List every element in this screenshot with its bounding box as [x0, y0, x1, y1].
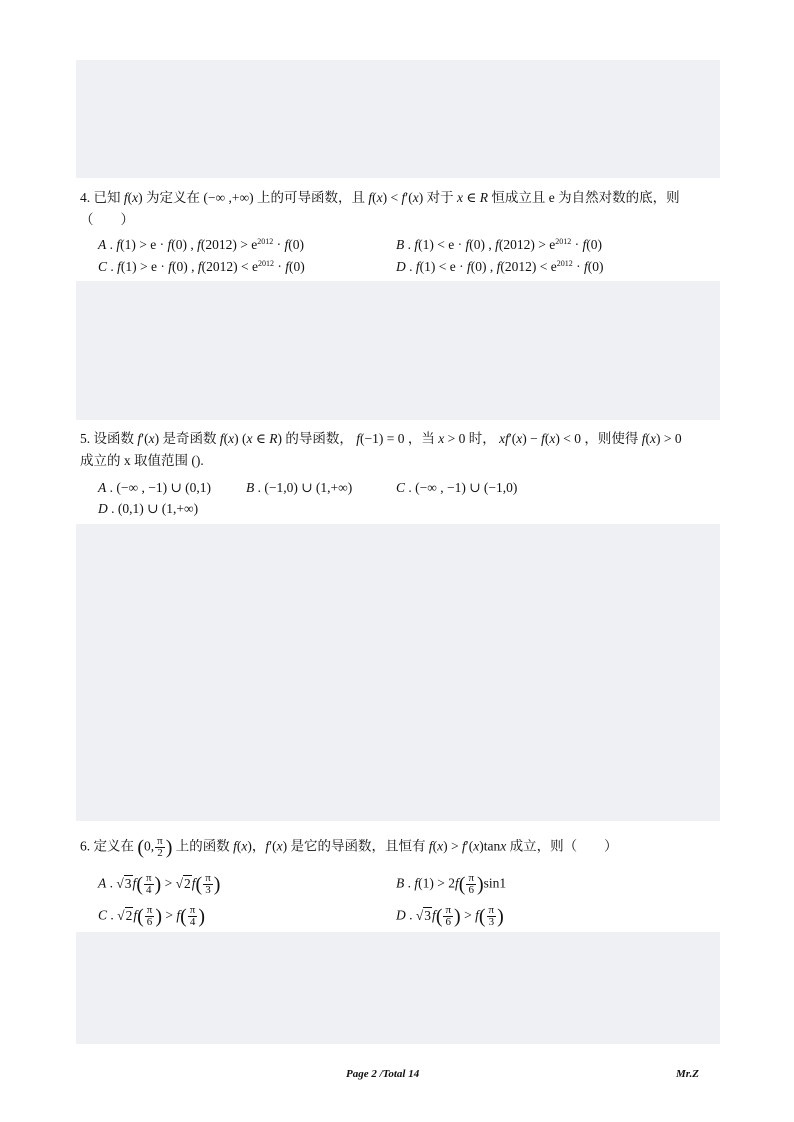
question-4-option-d: D . f(1) < e · f(0) , $f(2012) < e^{2012} \cdot f(0)$ [396, 259, 604, 274]
author: Mr.Z [676, 1068, 699, 1080]
question-4-bracket: （ ） [80, 212, 134, 227]
answer-area-4 [76, 932, 720, 1044]
question-5-option-b: B . (−1,0) ∪ (1,+∞) [246, 480, 353, 495]
question-6-option-c: C . √2f( $\frac{\pi}{6}$ ) > f( $\frac{\pi}{4}$ ) [98, 904, 206, 928]
question-4-stem: 4. 已知 f(x) 为定义在 (−∞ ,+∞) 上的可导函数，且 f(x) < f′(x) 对于 x ∈ R 恒成立且 e 为自然对数的底，则 [80, 190, 680, 205]
question-5-option-c: C . (−∞ , −1) ∪ (−1,0) [396, 480, 518, 495]
question-4-option-c: C . f(1) > e · f(0) , $f(2012) < e^{2012} \cdot f(0)$ [98, 259, 305, 274]
answer-area-3 [76, 524, 720, 821]
question-5-option-a: A . (−∞ , −1) ∪ (0,1) [98, 480, 212, 495]
question-5-stem-line2: 成立的 x 取值范围 (). [80, 453, 204, 468]
question-5-option-d: D . (0,1) ∪ (1,+∞) [98, 501, 199, 516]
page-number: Page 2 /Total 14 [346, 1068, 420, 1080]
question-5-stem: 5. 设函数 f′(x) 是奇函数 f(x) (x ∈ R) 的导函数， f(−1) = 0 ，当 x > 0 时， xf′(x) − f(x) < 0 ，则使得 f(x) > 0 [80, 431, 682, 446]
question-6-option-b: B . f(1) > 2f( $\frac{\pi}{6}$ )sin1 [396, 872, 507, 896]
answer-area-1 [76, 60, 720, 178]
question-6-option-d: D . √3f( $\frac{\pi}{6}$ ) > f( $\frac{\pi}{3}$ ) [396, 904, 504, 928]
answer-area-2 [76, 281, 720, 420]
question-6-option-a: A . √3f( $\frac{\pi}{4}$ ) > √2f( $\frac{\pi}{3}$ ) [98, 872, 221, 896]
question-4-option-b: B . f(1) < e · f(0) , $f(2012) > e^{2012} \cdot f(0)$ [396, 237, 603, 252]
question-4-option-a: A . f(1) > e · f(0) , $f(2012) > e^{2012} \cdot f(0)$ [98, 237, 305, 252]
question-6-stem: 6. 定义在 (0, $\frac{\pi}{2}$ ) 上的函数 f(x)，f′(x) 是它的导函数，且恒有 f(x) > f′(x)tanx 成立，则（ ） [80, 835, 618, 859]
